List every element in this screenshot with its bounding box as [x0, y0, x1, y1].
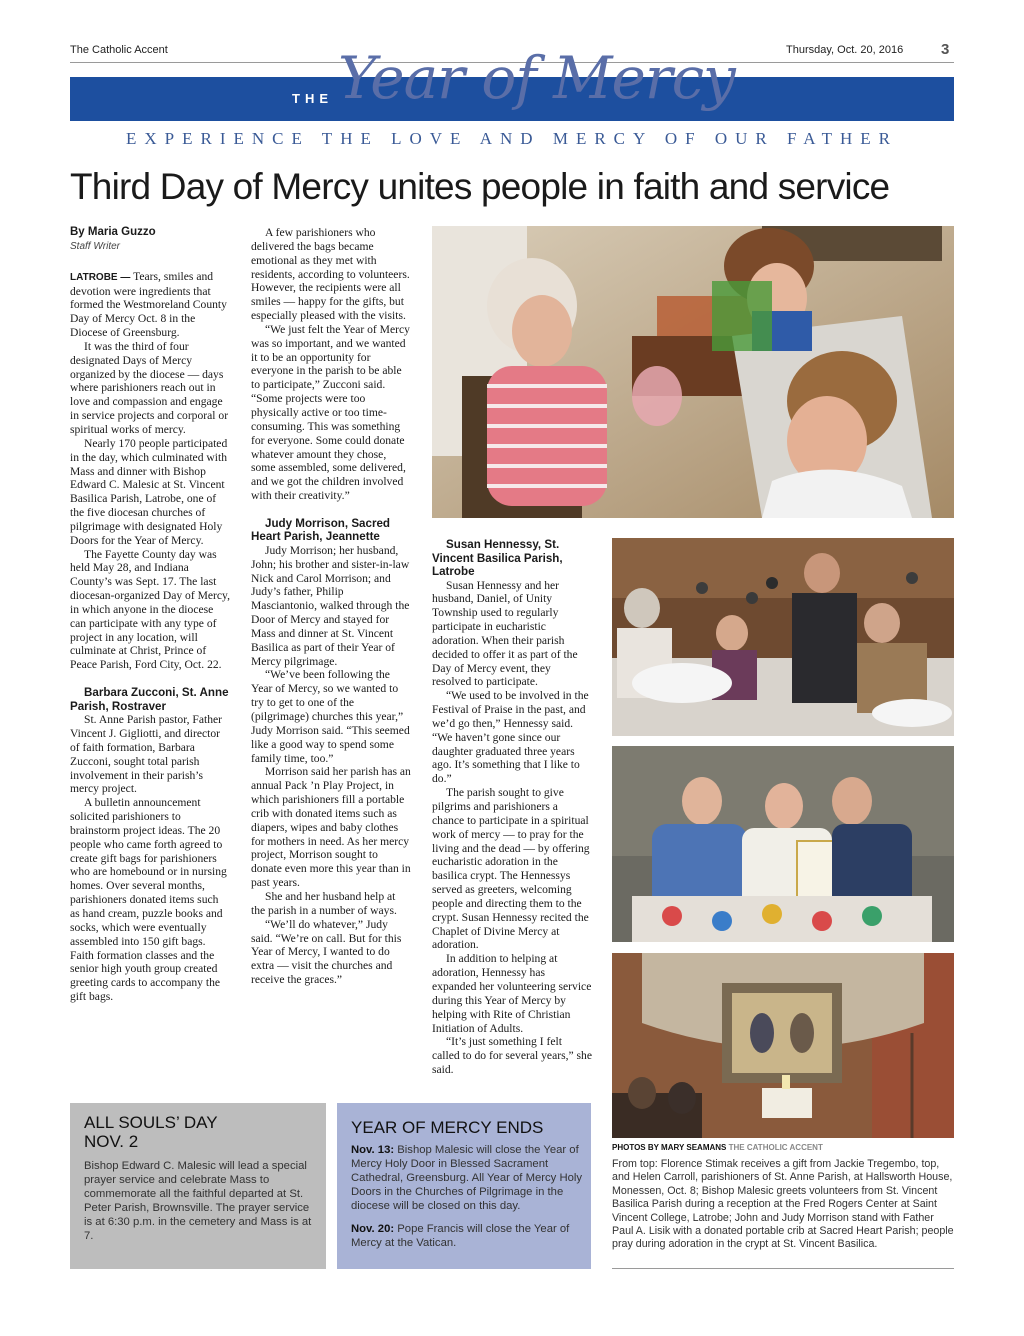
article-paragraph: Susan Hennessy and her husband, Daniel, of Unity Township used to regularly participate in eucharistic adoration. When their parish decided to offer it as part of the Day of Mercy event, they resolved to participate.: [432, 578, 578, 689]
mercy-ends-item-2: [351, 1222, 583, 1250]
photo-gift-delivery-image: [432, 226, 954, 518]
article-paragraph: The parish sought to give pilgrims and parishioners a chance to participate in a spiritual work of mercy — to pray for the living and the dead — by offering eucharistic adoration in the basilica crypt. The Hennessys served as greeters, welcoming people and directing them to the crypt. Susan Hennessy recited the Chaplet of Divine Mercy at adoration.: [432, 786, 590, 952]
mercy-ends-date-1: Nov. 13:: [351, 1144, 395, 1156]
article-column-2: [251, 226, 411, 987]
photo-credit-org: THE CATHOLIC ACCENT: [728, 1143, 823, 1152]
photo-morrisons-crib: [612, 746, 954, 942]
all-souls-title-line1: ALL SOULS’ DAY: [84, 1113, 218, 1132]
article-column-1: [70, 226, 230, 1004]
photo-caption: From top: Florence Stimak receives a gift from Jackie Tregembo, top, and Helen Carroll, parishioners of St. Anne Parish, at Hallsworth House, Monessen, Oct. 8; Bishop Malesic greets volunteers from St. Vincent Basilica Parish during a reception at the Fred Rogers Center at Saint Vincent College, Latrobe; John and Judy Morrison stand with Father Paul A. Lisik with a donated portable crib at Sacred Heart Parish; people pray during adoration in the crypt at St. Vincent Basilica.: [612, 1158, 954, 1251]
dateline: LATROBE —: [70, 271, 131, 283]
byline-name: By Maria Guzzo: [70, 226, 156, 238]
publication-name: The Catholic Accent: [70, 44, 168, 56]
article-paragraph: In addition to helping at adoration, Hennessy has expanded her volunteering service during this Year of Mercy by helping with Rite of Christian Initiation of Adults.: [432, 952, 592, 1035]
article-paragraph: St. Anne Parish pastor, Father Vincent J. Gigliotti, and director of faith formation, Barbara Zucconi, sought total parish involvement in their parish’s mercy project.: [70, 713, 223, 796]
article-paragraph: “We’ll do whatever,” Judy said. “We’re on call. But for this Year of Mercy, I wanted to do extra — visit the churches and receive the graces.”: [251, 917, 402, 987]
paragraph-text: Tears, smiles and devotion were ingredients that formed the Westmoreland County Day of Mercy Oct. 8 in the Diocese of Greensburg.: [70, 269, 227, 340]
article-paragraph: A bulletin announcement solicited parishioners to brainstorm project ideas. The 20 people who came forth agreed to create gift bags for parishioners who are homebound or in nursing homes. Over several months, parishioners donated items such as hand cream, puzzle books and socks, which were eventually assembled into 150 gift bags. Faith formation classes and the senior high youth group created greeting cards to accompany the gift bags.: [70, 796, 227, 1004]
banner-script-title: Year of Mercy: [338, 44, 735, 112]
article-paragraph: “It’s just something I felt called to do for several years,” she said.: [432, 1035, 592, 1077]
photo-crypt-adoration: [612, 953, 954, 1138]
mercy-ends-text-2: Pope Francis will close the Year of Mercy at the Vatican.: [351, 1223, 570, 1249]
year-of-mercy-ends-box: [337, 1103, 591, 1269]
photo-credit-name: PHOTOS BY MARY SEAMANS: [612, 1143, 727, 1152]
banner-the: THE: [292, 91, 333, 106]
subhead-morrison: Judy Morrison, Sacred Heart Parish, Jeannette: [251, 516, 390, 544]
mercy-ends-date-2: Nov. 20:: [351, 1223, 395, 1235]
all-souls-day-box: [70, 1103, 326, 1269]
all-souls-text: Bishop Edward C. Malesic will lead a special prayer service and celebrate Mass to commemorate all the faithful departed at St. Peter Parish, Brownsville. The prayer service is at 6:30 p.m. in the cemetery and Mass is at 7.: [84, 1160, 312, 1242]
article-paragraph: [70, 270, 230, 340]
article-paragraph: Nearly 170 people participated in the day, which culminated with Mass and dinner with Bishop Edward C. Malesic at St. Vincent Basilica Parish, Latrobe, one of the five diocesan churches of pilgrimage with designated Holy Doors for the Year of Mercy.: [70, 436, 228, 547]
photo-crypt-adoration-image: [612, 953, 954, 1138]
mercy-ends-text-1: Bishop Malesic will close the Year of Mercy Holy Door in Blessed Sacrament Cathedral, Greensburg. All Year of Mercy Holy Doors in the Churches of Pilgrimage in the diocese will be closed on this day.: [351, 1144, 583, 1212]
photo-bishop-reception: [612, 538, 954, 736]
article-paragraph: The Fayette County day was held May 28, and Indiana County’s was Sept. 17. The last diocesan-organized Day of Mercy, in which anyone in the diocese can participate with any type of project in any location, will culminate at Christ, Prince of Peace Parish, Ford City, Oct. 22.: [70, 547, 230, 672]
all-souls-title-line2: NOV. 2: [84, 1132, 139, 1151]
article-paragraph: “We used to be involved in the Festival of Praise in the past, and we’d go then,” Hennessy said. “We haven’t gone since our daughter graduated three years ago. It’s something that I like to do.”: [432, 689, 589, 786]
article-column-3: [432, 538, 592, 1077]
byline-role: Staff Writer: [70, 240, 121, 252]
subhead-zucconi: Barbara Zucconi, St. Anne Parish, Rostraver: [70, 686, 229, 713]
article-paragraph: “We just felt the Year of Mercy was so important, and we wanted it to be an opportunity for everyone in the parish to be able to participate,” Zucconi said. “Some projects were too physically active or too time-consuming. This was something for everyone. Some could donate whatever amount they chose, some assembled, some delivered, and we got the children involved with their creativity.”: [251, 322, 410, 503]
banner-tagline: EXPERIENCE THE LOVE AND MERCY OF OUR FATHER: [125, 129, 898, 148]
subhead-hennessy: Susan Hennessy, St. Vincent Basilica Parish, Latrobe: [432, 538, 563, 578]
article-paragraph: It was the third of four designated Days of Mercy organized by the diocese — days where parishioners reach out in love and compassion and engage in service projects and corporal or spiritual works of mercy.: [70, 339, 229, 436]
caption-rule: [612, 1268, 954, 1269]
photo-morrisons-crib-image: [612, 746, 954, 942]
mercy-ends-title: YEAR OF MERCY ENDS: [351, 1118, 544, 1137]
article-paragraph: Morrison said her parish has an annual Pack ’n Play Project, in which parishioners fill a portable crib with donated items such as diapers, wipes and baby clothes for mothers in need. As her mercy project, Morrison sought to donate even more this year than in past years.: [251, 765, 411, 890]
photo-gift-delivery: [432, 226, 954, 518]
photo-bishop-reception-image: [612, 538, 954, 736]
article-paragraph: She and her husband help at the parish in a number of ways.: [251, 889, 397, 917]
article-paragraph: “We’ve been following the Year of Mercy, so we wanted to try to get to one of the (pilgrimage) churches this year,” Judy Morrison said. “This seemed like a good way to spend some family time, too.”: [251, 668, 410, 765]
mercy-ends-item-1: [351, 1143, 583, 1213]
page-number: 3: [941, 41, 950, 58]
article-paragraph: Judy Morrison; her husband, John; his brother and sister-in-law Nick and Carol Morrison; and Judy’s father, Philip Masciantonio, walked through the Door of Mercy and stayed for Mass and dinner at St. Vincent Basilica as part of their Year of Mercy pilgrimage.: [251, 543, 410, 668]
issue-date: Thursday, Oct. 20, 2016: [786, 44, 904, 56]
photo-credit: [612, 1143, 823, 1152]
article-paragraph: A few parishioners who delivered the bags became emotional as they met with residents, according to volunteers. However, the recipients were all smiles — happy for the gifts, but especially pleased with the visits.: [251, 226, 410, 323]
page-headline: Third Day of Mercy unites people in faith and service: [70, 166, 890, 207]
